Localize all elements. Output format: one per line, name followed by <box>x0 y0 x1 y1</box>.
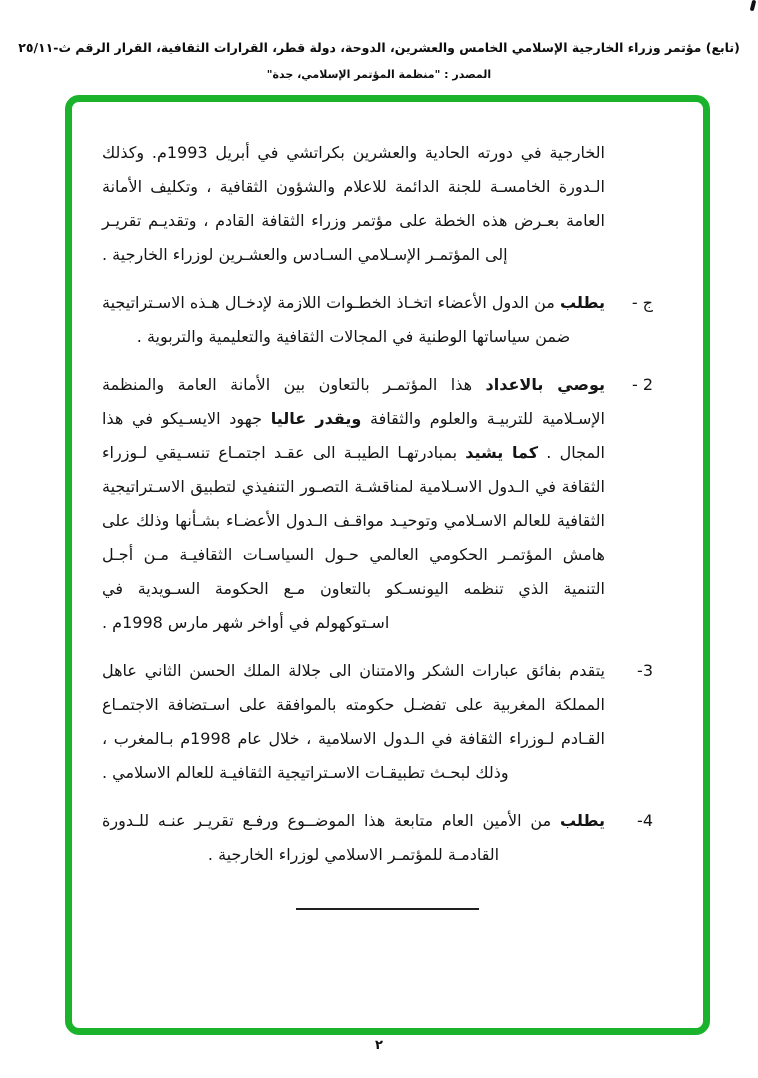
header-citation <box>0 40 758 55</box>
item-marker <box>605 136 653 272</box>
paragraph-text: يطلب من الدول الأعضاء اتخـاذ الخطـوات اللازمة لإدخـال هـذه الاسـتراتيجية ضمن سياساتها الوطنية في المجالات الثقافية والتعليمية والتربوية . <box>102 293 605 346</box>
scan-artifact-mark <box>750 0 757 11</box>
item-marker: 2 - <box>631 375 653 394</box>
paragraph-text: الخارجية في دورته الحادية والعشرين بكراتشي في أبريل 1993م. وكذلك الـدورة الخامسـة للجنة الدائمة للاعلام والشؤون الثقافية ، وتكليف الأمانة العامة بعـرض هذه الخطة على مؤتمر وزراء الثقافة القادم ، وتقديـم تقريـر إلى المؤتمـر الإسـلامي السـادس والعشـرين لوزراء الخارجية . <box>102 143 605 264</box>
item-marker: 3- <box>637 661 653 680</box>
paragraph-text: يتقدم بفائق عبارات الشكر والامتنان الى جلالة الملك الحسن الثاني عاهل المملكة المغربية على تفضـل حكومته بالموافقة على اسـتضافة الاجتمـاع القـادم لـوزراء الثقافة في الـدول الاسلامية ، خلال عام 1998م بـالمغرب ، وذلك لبحـث تطبيقـات الاسـتراتيجية الثقافيـة للعالم الاسلامي . <box>102 661 605 782</box>
item-marker: ج - <box>631 293 653 312</box>
end-divider <box>296 908 479 910</box>
paragraph <box>102 654 653 790</box>
paragraph-text: يوصي بالاعداد هذا المؤتمـر بالتعاون بين الأمانة العامة والمنظمة الإسـلامية للتربيـة والعلوم والثقافة ويقدر عاليا جهود الايسـيكو في هذا المجال . كما يشيد بمبادرتهـا الطيبـة الى عقـد اجتمـاع تنسـيقي لـوزراء الثقافة في الـدول الاسـلامية لمناقشـة التصـور التنفيذي لتطبيق الاسـتراتيجية الثقافية للعالم الاسـلامي وتوحيـد مواقـف الـدول الأعضـاء بشـأنها وذلك على هامش المؤتمـر الحكومي العالمي حـول السياسـات الثقافيـة مـن أجـل التنمية الذي تنظمه اليونسـكو بالتعاون مـع الحكومة السـويدية في اسـتوكهولم في أواخر شهر مارس 1998م . <box>102 375 606 632</box>
paragraph <box>102 804 653 872</box>
header-source: المصدر : "منظمة المؤتمر الإسلامي، جدة" <box>266 68 492 81</box>
paragraph <box>102 368 653 640</box>
content-frame <box>65 95 710 1035</box>
resolution-body <box>72 102 703 872</box>
item-marker: 4- <box>637 811 653 830</box>
page-number: ٢ <box>375 1038 383 1053</box>
paragraph-text: يطلب من الأمين العام متابعة هذا الموضــوع ورفـع تقريـر عنـه للـدورة القادمـة للمؤتمـر الاسلامي لوزراء الخارجية . <box>102 811 605 864</box>
header-citation-text: (تابع) مؤتمر وزراء الخارجية الإسلامي الخامس والعشرين، الدوحة، دولة قطر، القرارات الثقافية، القرار الرقم <box>71 40 740 55</box>
paragraph <box>102 136 653 272</box>
resolution-number: ٢٥/١١-ث <box>18 40 72 55</box>
paragraph <box>102 286 653 354</box>
